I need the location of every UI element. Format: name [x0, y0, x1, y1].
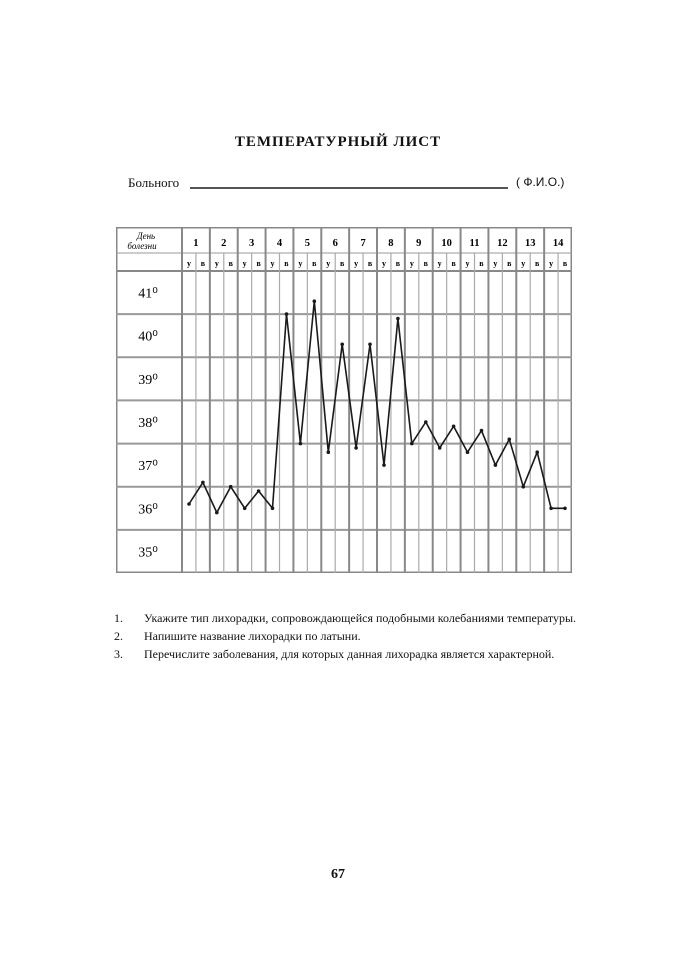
time-of-day-label: в: [479, 259, 484, 268]
day-number: 7: [360, 238, 366, 249]
time-of-day-label: в: [256, 259, 261, 268]
time-of-day-label: у: [186, 259, 191, 268]
time-of-day-label: в: [507, 259, 512, 268]
time-of-day-label: в: [284, 259, 289, 268]
day-number: 5: [304, 238, 310, 249]
time-of-day-label: в: [340, 259, 345, 268]
time-of-day-label: у: [381, 259, 386, 268]
question-item: [114, 647, 594, 662]
temperature-point: [396, 317, 400, 321]
page-title: ТЕМПЕРАТУРНЫЙ ЛИСТ: [234, 134, 442, 150]
temperature-label: 39⁰: [138, 372, 158, 388]
question-item: [114, 611, 594, 626]
patient-name-note: ( Ф.И.О.): [516, 175, 565, 189]
day-number: 4: [276, 238, 283, 249]
page-number: 67: [331, 867, 345, 882]
temperature-point: [466, 450, 470, 454]
time-of-day-label: в: [535, 259, 540, 268]
time-of-day-label: в: [423, 259, 428, 268]
time-of-day-label: у: [409, 259, 414, 268]
temperature-point: [452, 425, 456, 429]
temperature-point: [494, 463, 498, 467]
day-number: 9: [416, 238, 422, 249]
temperature-point: [508, 438, 512, 442]
patient-line: [128, 173, 588, 195]
day-number: 14: [552, 238, 564, 249]
temperature-label: 35⁰: [138, 545, 158, 561]
temperature-label: 40⁰: [138, 329, 158, 345]
temperature-point: [271, 507, 275, 511]
temperature-point: [229, 485, 233, 489]
question-item: [114, 629, 594, 644]
temperature-point: [549, 507, 553, 511]
temperature-point: [410, 442, 414, 446]
grid-layer: [116, 227, 572, 573]
temperature-point: [480, 429, 484, 433]
day-number: 6: [332, 238, 338, 249]
day-number: 8: [388, 238, 394, 249]
question-list: [114, 611, 594, 665]
time-of-day-label: у: [493, 259, 498, 268]
time-of-day-label: у: [270, 259, 275, 268]
day-number: 11: [469, 238, 480, 249]
time-of-day-label: у: [326, 259, 331, 268]
temperature-point: [563, 507, 567, 511]
temperature-point: [215, 511, 219, 515]
time-of-day-label: у: [298, 259, 303, 268]
time-of-day-label: у: [549, 259, 554, 268]
time-of-day-label: в: [228, 259, 233, 268]
day-number: 12: [497, 238, 508, 249]
temperature-point: [257, 489, 261, 493]
temperature-sheet: [116, 227, 572, 573]
temperature-point: [354, 446, 358, 450]
temperature-point: [201, 481, 205, 485]
time-of-day-label: в: [562, 259, 568, 268]
day-number: 13: [524, 238, 536, 249]
question-number: 2.: [114, 629, 123, 643]
temperature-point: [382, 463, 386, 467]
temperature-point: [535, 450, 539, 454]
temperature-point: [424, 420, 428, 424]
time-of-day-label: в: [451, 259, 456, 268]
time-of-day-label: у: [437, 259, 442, 268]
temperature-point: [340, 343, 344, 347]
time-of-day-label: у: [214, 259, 219, 268]
temperature-point: [187, 502, 191, 506]
time-of-day-label: в: [312, 259, 317, 268]
temperature-point: [327, 450, 331, 454]
day-number: 3: [249, 238, 255, 249]
question-text: Перечислите заболевания, для которых данная лихорадка является характерной.: [144, 647, 555, 661]
temperature-point: [522, 485, 526, 489]
temperature-point: [313, 299, 317, 303]
time-of-day-label: у: [465, 259, 470, 268]
temperature-point: [285, 312, 289, 316]
temperature-point: [299, 442, 303, 446]
time-of-day-label: в: [395, 259, 401, 268]
temperature-point: [243, 507, 247, 511]
day-header-label: болезни: [127, 241, 157, 251]
day-header-label: День: [136, 231, 156, 241]
question-number: 1.: [114, 611, 123, 625]
temperature-label: 37⁰: [138, 459, 158, 475]
time-of-day-label: у: [354, 259, 359, 268]
question-number: 3.: [114, 647, 123, 661]
temperature-point: [438, 446, 442, 450]
temperature-chart: [116, 227, 572, 573]
day-number: 2: [221, 238, 227, 249]
day-number: 1: [193, 238, 199, 249]
temperature-label: 41⁰: [138, 286, 158, 302]
time-of-day-label: в: [367, 259, 373, 268]
question-text: Напишите название лихорадки по латыни.: [144, 629, 361, 643]
patient-label: Больного: [128, 175, 180, 190]
question-text: Укажите тип лихорадки, сопровождающейся подобными колебаниями температуры.: [144, 611, 577, 625]
temperature-label: 36⁰: [138, 502, 158, 518]
temperature-point: [368, 343, 372, 347]
patient-name-field[interactable]: [190, 187, 508, 189]
time-of-day-label: у: [242, 259, 247, 268]
day-number: 10: [441, 238, 452, 249]
time-of-day-label: в: [200, 259, 206, 268]
temperature-label: 38⁰: [138, 416, 158, 431]
time-of-day-label: у: [521, 259, 526, 268]
